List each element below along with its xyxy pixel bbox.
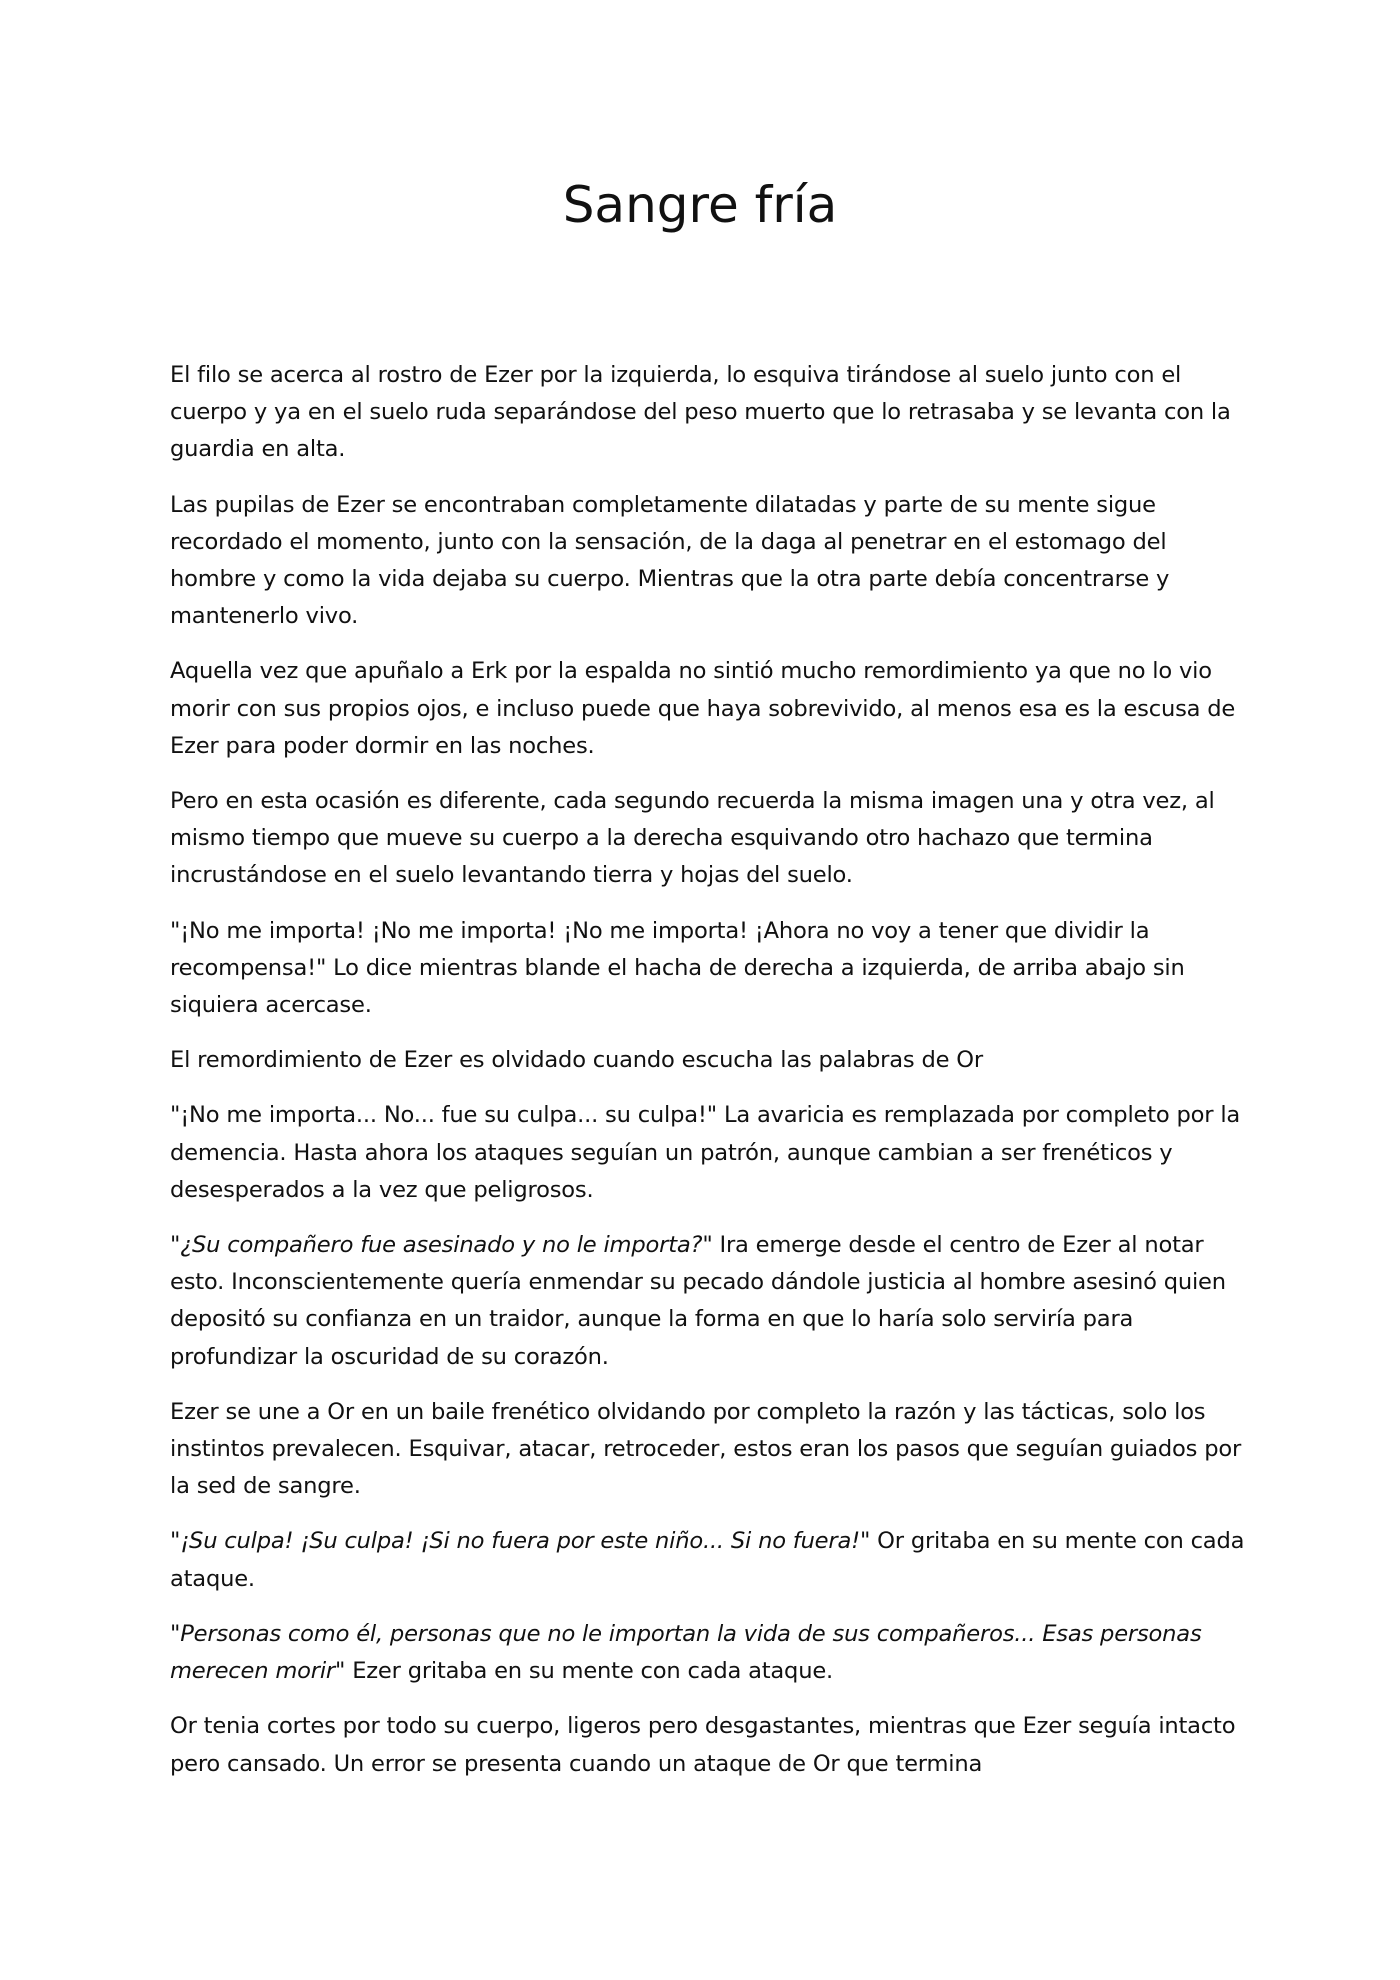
italic-text-segment: Personas como él, personas que no le importan la vida de sus compañeros... Esas personas merecen morir [170,1620,1202,1685]
text-segment: " [170,1528,181,1555]
document-body [170,357,1245,1801]
paragraph [170,357,1245,469]
text-segment: Or tenia cortes por todo su cuerpo, ligeros pero desgastantes, mientras que Ezer seguía intacto pero cansado. Un error se presenta cuando un ataque de Or que termina [170,1713,1236,1777]
paragraph [170,1708,1245,1782]
text-segment: Aquella vez que apuñalo a Erk por la espalda no sintió mucho remordimiento ya que no lo vio morir con sus propios ojos, e incluso puede que haya sobrevivido, al menos esa es la escusa de Ezer para poder dormir en las noches. [170,658,1236,759]
paragraph [170,783,1245,895]
text-segment: Las pupilas de Ezer se encontraban completamente dilatadas y parte de su mente sigue recordado el momento, junto con la sensación, de la daga al penetrar en el estomago del hombre y como la vida dejaba su cuerpo. Mientras que la otra parte debía concentrarse y mantenerlo vivo. [170,491,1170,630]
text-segment: El remordimiento de Ezer es olvidado cuando escucha las palabras de Or [170,1047,983,1074]
text-segment: " Ezer gritaba en su mente con cada ataque. [335,1658,833,1685]
text-segment: "¡No me importa! ¡No me importa! ¡No me importa! ¡Ahora no voy a tener que dividir la recompensa!" Lo dice mientras blande el hacha de derecha a izquierda, de arriba abajo sin siquiera acercase. [170,917,1185,1019]
paragraph [170,1523,1245,1597]
text-segment: " [170,1232,181,1259]
paragraph [170,1227,1245,1376]
paragraph [170,487,1245,636]
paragraph [170,1394,1245,1506]
text-segment: Ezer se une a Or en un baile frenético olvidando por completo la razón y las tácticas, solo los instintos prevalecen. Esquivar, atacar, retroceder, estos eran los pasos que seguían guiados por la sed de sangre. [170,1398,1242,1500]
paragraph [170,1042,1245,1079]
text-segment: El filo se acerca al rostro de Ezer por la izquierda, lo esquiva tirándose al suelo junto con el cuerpo y ya en el suelo ruda separándose del peso muerto que lo retrasaba y se levanta con la guardia en alta. [170,362,1231,463]
text-segment: " Or gritaba en su mente con cada ataque. [170,1528,1245,1592]
text-segment: " [170,1620,181,1647]
paragraph [170,1097,1245,1209]
paragraph [170,653,1245,765]
italic-text-segment: ¡Su culpa! ¡Su culpa! ¡Si no fuera por este niño... Si no fuera! [180,1528,860,1555]
paragraph [170,913,1245,1025]
text-segment: Pero en esta ocasión es diferente, cada segundo recuerda la misma imagen una y otra vez, al mismo tiempo que mueve su cuerpo a la derecha esquivando otro hachazo que termina incrustándose en el suelo levantando tierra y hojas del suelo. [170,788,1215,889]
paragraph [170,1616,1245,1690]
text-segment: "¡No me importa... No... fue su culpa... su culpa!" La avaricia es remplazada por completo por la demencia. Hasta ahora los ataques seguían un patrón, aunque cambian a ser frenéticos y desesperados a la vez que peligrosos. [170,1102,1241,1203]
italic-text-segment: ¿Su compañero fue asesinado y no le importa? [180,1232,703,1259]
text-segment: " Ira emerge desde el centro de Ezer al notar esto. Inconscientemente quería enmendar su pecado dándole justicia al hombre asesinó quien depositó su confianza en un traidor, aunque la forma en que lo haría solo serviría para profundizar la oscuridad de su corazón. [170,1232,1226,1370]
document-title: Sangre fría [562,176,838,234]
